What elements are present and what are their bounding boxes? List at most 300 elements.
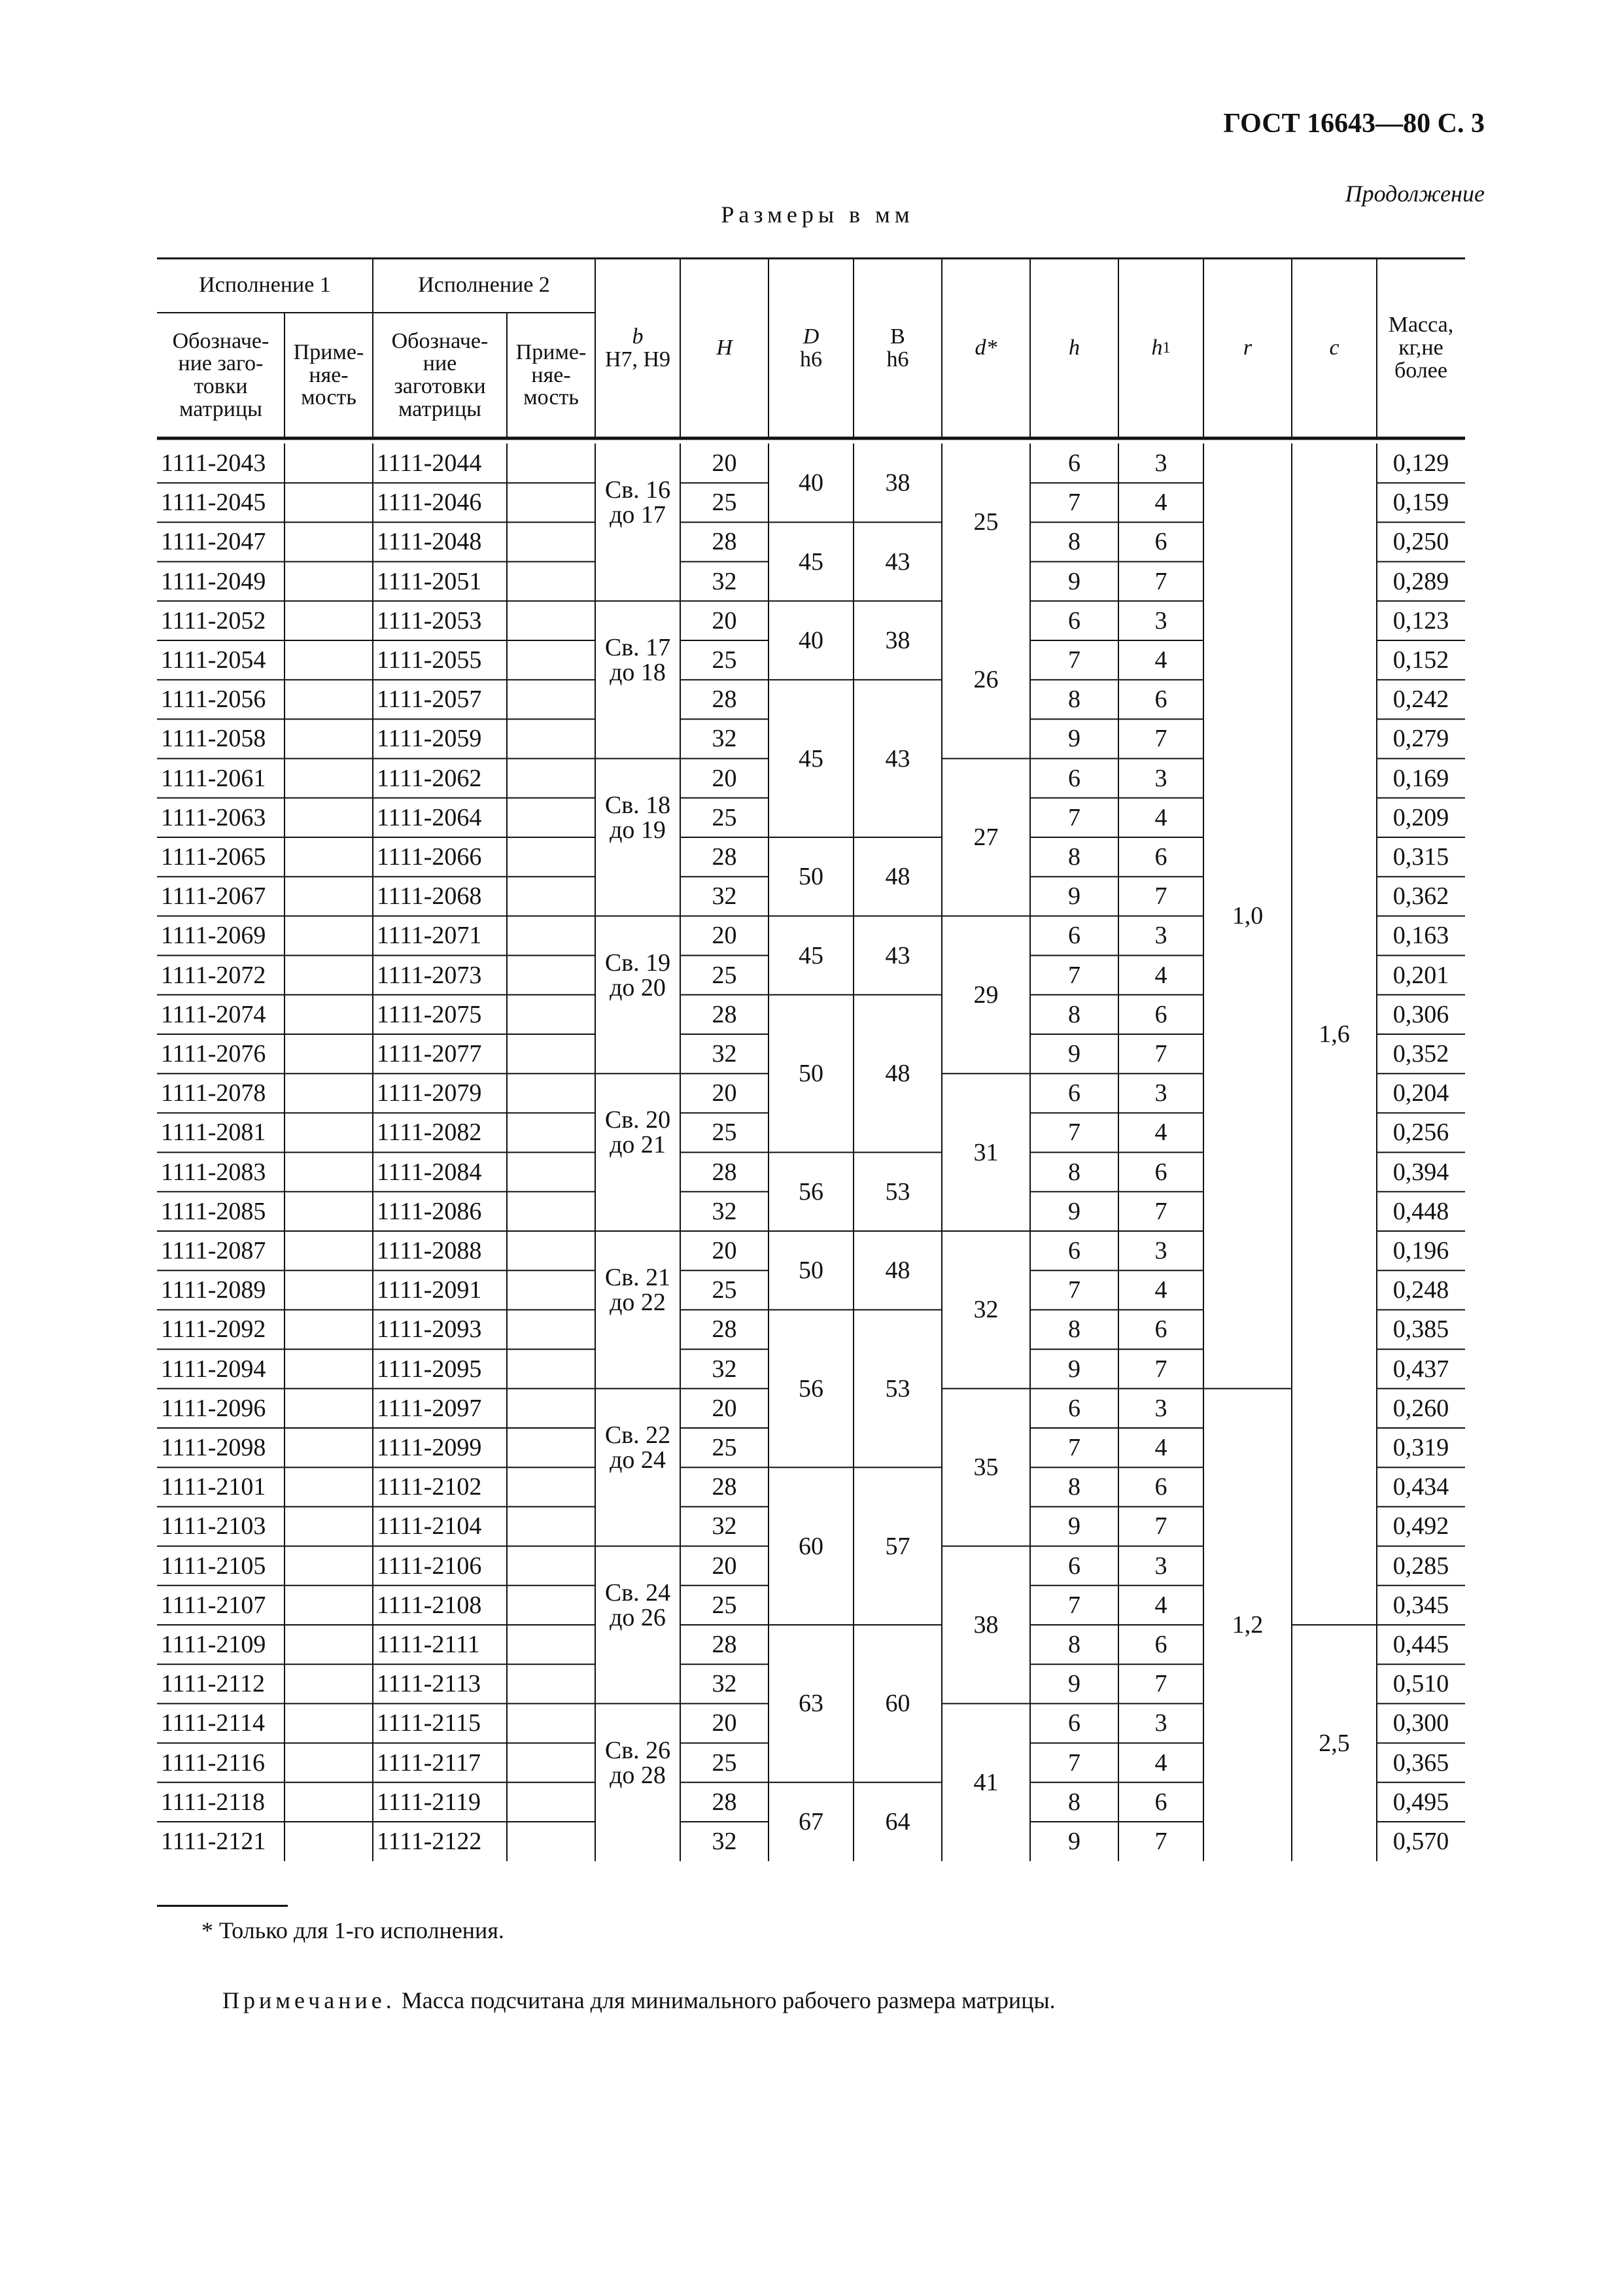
header-d	[942, 258, 1030, 438]
designation-1-cell	[157, 1625, 285, 1664]
h1-cell	[1118, 759, 1203, 798]
mass-cell-text: 0,279	[1392, 725, 1449, 753]
B-cell-text: 43	[885, 548, 910, 576]
h-cell-text: 8	[1068, 686, 1080, 714]
designation-1-cell-text: 1111-2109	[161, 1631, 266, 1659]
h-cell	[1030, 1743, 1118, 1783]
h-cell-text: 8	[1068, 843, 1080, 871]
H-cell-text: 28	[712, 843, 737, 871]
h1-cell-text: 7	[1154, 725, 1167, 753]
continuation-label: Продолжение	[1345, 181, 1485, 207]
H-cell-text: 25	[712, 489, 737, 517]
H-cell-text: 25	[712, 1119, 737, 1147]
h-cell-text: 8	[1068, 1315, 1080, 1344]
d-cell	[942, 1546, 1030, 1704]
designation-2-cell	[373, 1743, 507, 1783]
H-cell	[680, 1743, 769, 1783]
h1-cell	[1118, 1822, 1203, 1861]
designation-2-cell-text: 1111-2079	[377, 1079, 482, 1107]
designation-1-cell-text: 1111-2049	[161, 567, 266, 595]
designation-1-cell-text: 1111-2101	[161, 1473, 266, 1501]
mass-cell-text: 0,152	[1392, 646, 1449, 674]
h-cell	[1030, 1270, 1118, 1310]
r-cell-text: 1,0	[1232, 902, 1264, 930]
h1-cell-text: 6	[1154, 528, 1167, 556]
h1-cell-text: 7	[1154, 1197, 1167, 1225]
B-cell-text: 48	[885, 1060, 910, 1088]
designation-1-cell	[157, 759, 285, 798]
B-cell	[854, 601, 942, 680]
h-cell	[1030, 601, 1118, 640]
designation-2-cell-text: 1111-2068	[377, 882, 482, 911]
mass-cell	[1377, 1192, 1465, 1231]
header-H	[680, 258, 769, 438]
H-cell-text: 28	[712, 1315, 737, 1344]
designation-1-cell	[157, 956, 285, 995]
designation-1-cell	[157, 798, 285, 837]
header-h1	[1118, 258, 1203, 438]
h-cell	[1030, 995, 1118, 1034]
designation-2-cell-text: 1111-2117	[377, 1748, 481, 1777]
header-D-symbol: D	[803, 324, 820, 349]
h-cell	[1030, 483, 1118, 522]
designation-1-cell	[157, 1428, 285, 1467]
h1-cell-text: 6	[1154, 1473, 1167, 1501]
designation-1-cell	[157, 1310, 285, 1349]
b-range-cell	[595, 601, 680, 720]
designation-2-cell	[373, 1783, 507, 1822]
H-cell	[680, 837, 769, 877]
header-execution-2-text: Исполнение 2	[418, 273, 550, 298]
designation-2-cell	[373, 1073, 507, 1113]
mass-cell	[1377, 562, 1465, 601]
H-cell	[680, 1625, 769, 1664]
designation-1-cell-text: 1111-2047	[161, 528, 266, 556]
mass-cell-text: 0,289	[1392, 567, 1449, 595]
B-cell	[854, 522, 942, 600]
h-cell-text: 7	[1068, 646, 1080, 674]
H-cell-text: 32	[712, 1197, 737, 1225]
designation-2-cell	[373, 1113, 507, 1152]
h-cell	[1030, 1231, 1118, 1270]
mass-cell	[1377, 798, 1465, 837]
B-cell	[854, 1310, 942, 1467]
h-cell	[1030, 837, 1118, 877]
D-cell	[769, 601, 854, 680]
designation-1-cell-text: 1111-2118	[161, 1788, 266, 1816]
D-cell	[769, 1231, 854, 1310]
mass-cell	[1377, 1034, 1465, 1073]
b-range-cell-text: Св. 24 до 26	[604, 1578, 671, 1631]
h-cell-text: 7	[1068, 1276, 1080, 1304]
D-cell	[769, 916, 854, 994]
h1-cell-text: 3	[1154, 1394, 1167, 1422]
D-cell-text: 40	[799, 469, 823, 497]
mass-cell	[1377, 1270, 1465, 1310]
H-cell-text: 20	[712, 449, 737, 478]
B-cell	[854, 995, 942, 1153]
h-cell-text: 7	[1068, 489, 1080, 517]
B-cell	[854, 1625, 942, 1783]
h1-cell	[1118, 640, 1203, 680]
h1-cell-text: 3	[1154, 449, 1167, 478]
h1-cell	[1118, 837, 1203, 877]
D-cell-text: 45	[799, 941, 823, 969]
mass-cell-text: 0,209	[1392, 803, 1449, 831]
header-mass-text: Масса, кг,не более	[1388, 313, 1454, 383]
mass-cell-text: 0,492	[1392, 1512, 1449, 1540]
d-cell	[942, 1231, 1030, 1389]
h-cell	[1030, 680, 1118, 719]
H-cell-text: 28	[712, 686, 737, 714]
h-cell-text: 7	[1068, 1591, 1080, 1619]
h-cell-text: 7	[1068, 1434, 1080, 1462]
mass-cell-text: 0,248	[1392, 1276, 1449, 1304]
designation-2-cell-text: 1111-2119	[377, 1788, 481, 1816]
designation-2-cell-text: 1111-2104	[377, 1512, 482, 1540]
mass-cell-text: 0,163	[1392, 922, 1449, 950]
header-B	[854, 258, 942, 438]
h1-cell-text: 7	[1154, 1355, 1167, 1383]
header-designation-1-text: Обозначе- ние заго- товки матрицы	[172, 328, 269, 421]
H-cell	[680, 1310, 769, 1349]
header-b-symbol: b	[632, 324, 644, 349]
d-cell	[942, 1389, 1030, 1546]
h-cell-text: 6	[1068, 1394, 1080, 1422]
designation-1-cell-text: 1111-2092	[161, 1315, 266, 1344]
designation-1-cell	[157, 1073, 285, 1113]
h-cell	[1030, 1586, 1118, 1625]
h1-cell-text: 3	[1154, 764, 1167, 792]
D-cell-text: 63	[799, 1690, 823, 1718]
mass-cell-text: 0,242	[1392, 686, 1449, 714]
H-cell	[680, 1506, 769, 1546]
h1-cell	[1118, 1625, 1203, 1664]
designation-1-cell	[157, 1664, 285, 1703]
designation-1-cell	[157, 1822, 285, 1861]
mass-cell-text: 0,285	[1392, 1552, 1449, 1580]
h1-cell-text: 6	[1154, 1315, 1167, 1344]
designation-1-cell	[157, 1506, 285, 1546]
designation-1-cell	[157, 1546, 285, 1586]
mass-cell-text: 0,306	[1392, 1000, 1449, 1028]
D-cell-text: 50	[799, 1257, 823, 1285]
h-cell	[1030, 1506, 1118, 1546]
h-cell-text: 6	[1068, 606, 1080, 635]
d-cell-text: 27	[973, 823, 999, 851]
H-cell-text: 28	[712, 1631, 737, 1659]
designation-2-cell-text: 1111-2115	[377, 1709, 481, 1737]
h1-cell	[1118, 1073, 1203, 1113]
d-cell-text: 41	[973, 1768, 999, 1796]
H-cell-text: 25	[712, 803, 737, 831]
h-cell	[1030, 956, 1118, 995]
mass-cell	[1377, 1389, 1465, 1428]
h1-cell-text: 7	[1154, 1828, 1167, 1856]
designation-1-cell-text: 1111-2045	[161, 489, 266, 517]
designation-2-cell	[373, 1625, 507, 1664]
B-cell	[854, 444, 942, 522]
designation-2-cell	[373, 483, 507, 522]
designation-2-cell-text: 1111-2055	[377, 646, 482, 674]
designation-1-cell	[157, 444, 285, 483]
H-cell	[680, 601, 769, 640]
designation-2-cell-text: 1111-2062	[377, 764, 482, 792]
designation-1-cell-text: 1111-2114	[161, 1709, 266, 1737]
mass-cell	[1377, 1428, 1465, 1467]
h-cell	[1030, 877, 1118, 916]
designation-2-cell	[373, 877, 507, 916]
h-cell	[1030, 1153, 1118, 1192]
h1-cell-text: 3	[1154, 1237, 1167, 1265]
h-cell	[1030, 1783, 1118, 1822]
H-cell	[680, 1349, 769, 1389]
designation-2-cell	[373, 1310, 507, 1349]
B-cell-text: 43	[885, 941, 910, 969]
header-c	[1292, 258, 1377, 438]
h-cell-text: 8	[1068, 1158, 1080, 1186]
H-cell	[680, 1270, 769, 1310]
designation-2-cell-text: 1111-2091	[377, 1276, 482, 1304]
h-cell	[1030, 1467, 1118, 1506]
mass-cell	[1377, 956, 1465, 995]
H-cell	[680, 877, 769, 916]
h1-cell-text: 4	[1154, 1276, 1167, 1304]
H-cell	[680, 1822, 769, 1861]
designation-2-cell	[373, 956, 507, 995]
B-cell-text: 53	[885, 1374, 910, 1402]
designation-1-cell-text: 1111-2105	[161, 1552, 266, 1580]
H-cell	[680, 1703, 769, 1743]
mass-cell	[1377, 680, 1465, 719]
header-c-text: c	[1329, 336, 1339, 360]
H-cell-text: 32	[712, 1670, 737, 1698]
d-cell	[942, 444, 1030, 601]
H-cell-text: 20	[712, 1709, 737, 1737]
c-cell	[1292, 444, 1377, 1625]
designation-1-cell	[157, 1586, 285, 1625]
designation-2-cell-text: 1111-2059	[377, 725, 482, 753]
h-cell	[1030, 1428, 1118, 1467]
r-cell-text: 1,2	[1232, 1610, 1264, 1639]
header-applicability-1-text: Приме- няе- мость	[293, 339, 364, 410]
h1-cell	[1118, 444, 1203, 483]
H-cell	[680, 1389, 769, 1428]
D-cell-text: 60	[799, 1532, 823, 1560]
designation-1-cell	[157, 1153, 285, 1192]
b-range-cell	[595, 444, 680, 562]
designation-2-cell	[373, 759, 507, 798]
h-cell-text: 9	[1068, 1197, 1080, 1225]
header-applicability-1	[285, 313, 373, 438]
h1-cell-text: 7	[1154, 1040, 1167, 1068]
h-cell	[1030, 640, 1118, 680]
designation-2-cell-text: 1111-2086	[377, 1197, 482, 1225]
mass-cell	[1377, 719, 1465, 758]
h-cell-text: 7	[1068, 1748, 1080, 1777]
H-cell	[680, 719, 769, 758]
h-cell	[1030, 562, 1118, 601]
designation-2-cell	[373, 719, 507, 758]
header-D	[769, 258, 854, 438]
H-cell-text: 32	[712, 882, 737, 911]
designation-2-cell	[373, 1822, 507, 1861]
mass-cell	[1377, 1349, 1465, 1389]
mass-cell-text: 0,300	[1392, 1709, 1449, 1737]
h1-cell-text: 4	[1154, 1591, 1167, 1619]
mass-cell	[1377, 483, 1465, 522]
h-cell	[1030, 1349, 1118, 1389]
H-cell	[680, 444, 769, 483]
designation-2-cell	[373, 1349, 507, 1389]
b-range-cell-text: Св. 22 до 24	[604, 1421, 671, 1474]
h-cell-text: 6	[1068, 764, 1080, 792]
mass-cell	[1377, 1310, 1465, 1349]
h1-cell	[1118, 1664, 1203, 1703]
designation-2-cell	[373, 640, 507, 680]
mass-cell-text: 0,365	[1392, 1748, 1449, 1777]
designation-2-cell-text: 1111-2051	[377, 567, 482, 595]
h1-cell	[1118, 1153, 1203, 1192]
mass-cell	[1377, 1743, 1465, 1783]
D-cell	[769, 1310, 854, 1467]
h-cell-text: 9	[1068, 1040, 1080, 1068]
h1-cell	[1118, 1192, 1203, 1231]
b-range-cell-text: Св. 16 до 17	[604, 476, 671, 529]
designation-1-cell-text: 1111-2065	[161, 843, 266, 871]
h-cell-text: 8	[1068, 1000, 1080, 1028]
mass-cell-text: 0,196	[1392, 1237, 1449, 1265]
designation-2-cell	[373, 916, 507, 955]
h-cell-text: 6	[1068, 1709, 1080, 1737]
b-range-cell	[595, 1389, 680, 1507]
designation-1-cell-text: 1111-2098	[161, 1434, 266, 1462]
h1-cell-text: 6	[1154, 1788, 1167, 1816]
d-cell-text: 26	[973, 666, 999, 694]
B-cell-text: 60	[885, 1690, 910, 1718]
D-cell-text: 67	[799, 1807, 823, 1835]
d-cell-text: 31	[973, 1138, 999, 1166]
page-title: ГОСТ 16643—80 С. 3	[1223, 109, 1485, 139]
D-cell-text: 40	[799, 626, 823, 654]
mass-cell-text: 0,250	[1392, 528, 1449, 556]
B-cell-text: 38	[885, 626, 910, 654]
mass-cell-text: 0,570	[1392, 1828, 1449, 1856]
b-range-cell-text: Св. 17 до 18	[604, 634, 671, 687]
designation-1-cell	[157, 562, 285, 601]
h1-cell-text: 4	[1154, 489, 1167, 517]
designation-1-cell-text: 1111-2107	[161, 1591, 266, 1619]
d-cell-text: 29	[973, 981, 999, 1009]
h-cell	[1030, 916, 1118, 955]
designation-2-cell-text: 1111-2102	[377, 1473, 482, 1501]
h-cell-text: 9	[1068, 1512, 1080, 1540]
H-cell-text: 20	[712, 1394, 737, 1422]
designation-1-cell-text: 1111-2081	[161, 1119, 266, 1147]
h1-cell	[1118, 1467, 1203, 1506]
D-cell-text: 56	[799, 1177, 823, 1206]
designation-1-cell	[157, 1349, 285, 1389]
header-designation-2	[373, 313, 507, 438]
d-cell	[942, 759, 1030, 916]
B-cell	[854, 680, 942, 837]
mass-cell	[1377, 640, 1465, 680]
h1-cell	[1118, 1034, 1203, 1073]
designation-1-cell	[157, 1783, 285, 1822]
header-d-text: d*	[975, 336, 997, 360]
D-cell	[769, 444, 854, 522]
designation-2-cell	[373, 601, 507, 640]
h1-cell	[1118, 1546, 1203, 1586]
mass-cell-text: 0,434	[1392, 1473, 1449, 1501]
designation-2-cell	[373, 1664, 507, 1703]
h-cell-text: 7	[1068, 1119, 1080, 1147]
designation-2-cell	[373, 562, 507, 601]
H-cell	[680, 1586, 769, 1625]
h1-cell-text: 3	[1154, 1079, 1167, 1107]
D-cell-text: 45	[799, 744, 823, 773]
H-cell	[680, 1467, 769, 1506]
H-cell-text: 20	[712, 1552, 737, 1580]
footnote-rule	[157, 1905, 288, 1907]
mass-cell	[1377, 601, 1465, 640]
h-cell	[1030, 444, 1118, 483]
H-cell	[680, 1428, 769, 1467]
header-execution-2	[373, 258, 595, 313]
H-cell	[680, 1783, 769, 1822]
H-cell	[680, 1034, 769, 1073]
designation-1-cell	[157, 837, 285, 877]
designation-1-cell	[157, 1389, 285, 1428]
H-cell-text: 25	[712, 961, 737, 989]
designation-2-cell	[373, 1506, 507, 1546]
mass-cell	[1377, 1586, 1465, 1625]
h1-cell	[1118, 1113, 1203, 1152]
h-cell	[1030, 759, 1118, 798]
H-cell-text: 32	[712, 1040, 737, 1068]
h1-cell-text: 6	[1154, 686, 1167, 714]
d-cell	[942, 601, 1030, 759]
H-cell	[680, 640, 769, 680]
designation-1-cell	[157, 680, 285, 719]
mass-cell	[1377, 1625, 1465, 1664]
h-cell	[1030, 1664, 1118, 1703]
designation-2-cell-text: 1111-2066	[377, 843, 482, 871]
h-cell-text: 7	[1068, 803, 1080, 831]
header-D-tolerance: h6	[800, 347, 822, 372]
designation-2-cell	[373, 1192, 507, 1231]
H-cell	[680, 759, 769, 798]
h1-cell-text: 3	[1154, 922, 1167, 950]
header-B-tolerance: h6	[886, 347, 909, 372]
designation-2-cell-text: 1111-2082	[377, 1119, 482, 1147]
d-cell	[942, 916, 1030, 1073]
H-cell-text: 25	[712, 1276, 737, 1304]
designation-2-cell	[373, 1231, 507, 1270]
h1-cell	[1118, 1270, 1203, 1310]
note-text: Масса подсчитана для минимального рабочего размера матрицы.	[395, 1987, 1056, 2013]
header-applicability-2-text: Приме- няе- мость	[515, 339, 587, 410]
c-cell	[1292, 1625, 1377, 1861]
designation-1-cell	[157, 1743, 285, 1783]
mass-cell-text: 0,352	[1392, 1040, 1449, 1068]
mass-cell-text: 0,385	[1392, 1315, 1449, 1344]
h-cell-text: 8	[1068, 1631, 1080, 1659]
note	[222, 1987, 1056, 2014]
H-cell-text: 20	[712, 1237, 737, 1265]
D-cell-text: 50	[799, 863, 823, 891]
h-cell	[1030, 522, 1118, 561]
